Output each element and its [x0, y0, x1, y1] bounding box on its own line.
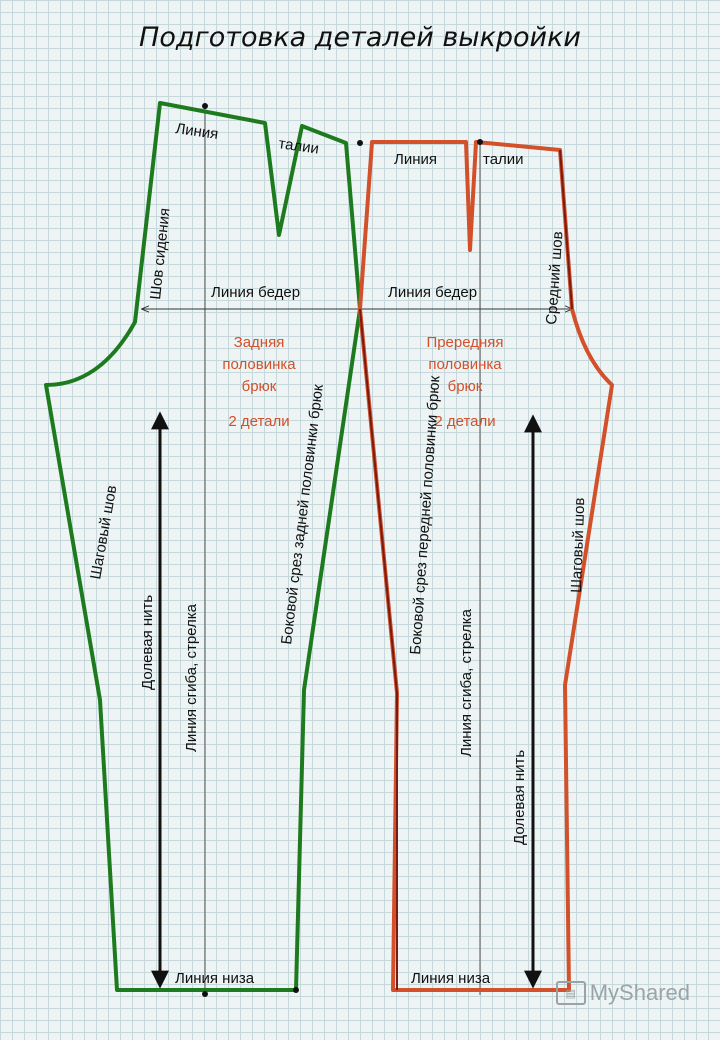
marker-dot — [202, 991, 208, 997]
grain-front-label: Долевая нить — [511, 749, 528, 845]
center-seam-label: Средний шов — [543, 230, 567, 326]
watermark-text: MyShared — [589, 980, 690, 1005]
seat-seam-label: Шов сидения — [147, 207, 174, 301]
page-title: Подготовка деталей выкройки — [139, 22, 581, 53]
grain-back-label: Долевая нить — [139, 594, 156, 690]
front-half-title: Прередняя — [426, 334, 504, 351]
side-front-label: Боковой срез передней половинки брюк — [407, 375, 444, 656]
back-half-title: половинка — [222, 356, 296, 373]
marker-dot — [357, 140, 363, 146]
hip-line-back-label: Линия бедер — [211, 284, 301, 301]
inseam-back-label: Шаговый шов — [87, 483, 121, 581]
hem-front-label: Линия низа — [411, 970, 491, 987]
side-back-label: Боковой срез задней половинки брюк — [278, 383, 327, 646]
back-half-title: Задняя — [233, 334, 285, 351]
waist-line-front-label: Линия — [394, 151, 438, 168]
back-half-title: брюк — [241, 378, 277, 395]
waist-line-front-label: талии — [483, 151, 524, 168]
marker-dot — [293, 987, 299, 993]
front-half-title: брюк — [447, 378, 483, 395]
waist-line-label: Линия — [174, 120, 220, 143]
fold-front-label: Линия сгиба, стрелка — [458, 609, 475, 757]
inseam-front-label: Шаговый шов — [568, 497, 589, 594]
presentation-icon: ▤ — [556, 981, 586, 1005]
watermark — [556, 980, 690, 1006]
back-count-label: 2 детали — [228, 413, 290, 430]
front-count-label: 2 детали — [434, 413, 496, 430]
marker-dot — [202, 103, 208, 109]
hem-back-label: Линия низа — [175, 970, 255, 987]
hip-line-front-label: Линия бедер — [388, 284, 478, 301]
front-half-title: половинка — [428, 356, 502, 373]
waist-line-label: талии — [277, 135, 320, 158]
fold-back-label: Линия сгиба, стрелка — [183, 604, 200, 752]
marker-dot — [477, 139, 483, 145]
